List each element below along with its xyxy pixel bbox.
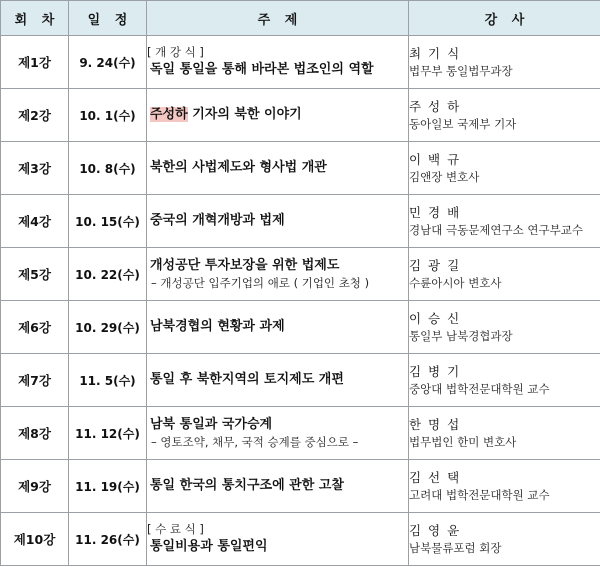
cell-date: 10. 8(수): [69, 142, 147, 195]
topic-subtitle: – 개성공단 입주기업의 애로 ( 기업인 초청 ): [151, 276, 370, 291]
lecturer-name: 이 승 신: [409, 311, 461, 327]
cell-date: 10. 22(수): [69, 248, 147, 301]
topic-title: 남북경협의 현황과 과제: [150, 318, 285, 334]
header-row: [1, 1, 600, 36]
cell-topic: [147, 354, 409, 407]
table-row: [1, 460, 600, 513]
lecturer-affiliation: 동아일보 국제부 기자: [409, 116, 517, 131]
table-row: [1, 407, 600, 460]
column-header-session: 회 차: [1, 1, 69, 36]
cell-date: 11. 26(수): [69, 513, 147, 566]
highlighted-text: 주성하: [150, 106, 188, 122]
cell-date: 10. 1(수): [69, 89, 147, 142]
cell-lecturer: [409, 89, 600, 142]
cell-lecturer: [409, 513, 600, 566]
table-row: [1, 301, 600, 354]
lecturer-name: 민 경 배: [409, 205, 461, 221]
cell-topic: [147, 407, 409, 460]
topic-title: 중국의 개혁개방과 법제: [150, 212, 285, 228]
column-header-lecturer: 강 사: [409, 1, 600, 36]
cell-session: 제9강: [1, 460, 69, 513]
lecturer-name: 한 명 섭: [409, 417, 461, 433]
lecturer-name: 김 광 길: [409, 258, 461, 274]
cell-session: 제8강: [1, 407, 69, 460]
table-row: [1, 354, 600, 407]
topic-title: 북한의 사법제도와 형사법 개관: [150, 159, 327, 175]
lecturer-affiliation: 김앤장 변호사: [409, 169, 480, 184]
table-body: [1, 36, 600, 566]
cell-lecturer: [409, 354, 600, 407]
cell-date: 9. 24(수): [69, 36, 147, 89]
cell-session: 제1강: [1, 36, 69, 89]
cell-session: 제5강: [1, 248, 69, 301]
cell-date: 11. 19(수): [69, 460, 147, 513]
topic-title: 통일 후 북한지역의 토지제도 개편: [150, 371, 344, 387]
lecturer-name: 주 성 하: [409, 99, 461, 115]
column-header-topic: 주 제: [147, 1, 409, 36]
table-row: [1, 195, 600, 248]
topic-title: 통일비용과 통일편익: [150, 538, 268, 554]
topic-subtitle: – 영토조약, 채무, 국적 승계를 중심으로 –: [151, 435, 359, 450]
cell-topic: [147, 460, 409, 513]
lecturer-name: 김 병 기: [409, 364, 461, 380]
cell-session: 제4강: [1, 195, 69, 248]
lecturer-affiliation: 법무법인 한미 변호사: [409, 434, 517, 449]
topic-title-rest: 기자의 북한 이야기: [187, 106, 302, 122]
cell-topic: [147, 195, 409, 248]
topic-title: 통일 한국의 통치구조에 관한 고찰: [150, 477, 344, 493]
cell-date: 10. 15(수): [69, 195, 147, 248]
lecturer-name: 이 백 규: [409, 152, 461, 168]
cell-session: 제3강: [1, 142, 69, 195]
cell-lecturer: [409, 301, 600, 354]
cell-lecturer: [409, 460, 600, 513]
cell-session: 제6강: [1, 301, 69, 354]
cell-topic: [147, 513, 409, 566]
lecturer-affiliation: 남북물류포럼 회장: [409, 540, 502, 555]
table-row: [1, 513, 600, 566]
cell-session: 제7강: [1, 354, 69, 407]
lecturer-affiliation: 중앙대 법학전문대학원 교수: [409, 381, 550, 396]
cell-topic: [147, 142, 409, 195]
lecturer-name: 김 영 윤: [409, 523, 461, 539]
cell-topic: [147, 36, 409, 89]
cell-session: 제10강: [1, 513, 69, 566]
cell-lecturer: [409, 407, 600, 460]
cell-date: 10. 29(수): [69, 301, 147, 354]
table-row: [1, 142, 600, 195]
cell-session: 제2강: [1, 89, 69, 142]
lecturer-affiliation: 고려대 법학전문대학원 교수: [409, 487, 550, 502]
cell-topic: [147, 248, 409, 301]
lecturer-name: 최 기 식: [409, 46, 461, 62]
table-row: [1, 36, 600, 89]
cell-date: 11. 12(수): [69, 407, 147, 460]
table-row: [1, 89, 600, 142]
lecturer-affiliation: 수륜아시아 변호사: [409, 275, 502, 290]
cell-lecturer: [409, 142, 600, 195]
cell-date: 11. 5(수): [69, 354, 147, 407]
table-header: [1, 1, 600, 36]
cell-lecturer: [409, 195, 600, 248]
lecturer-name: 김 선 택: [409, 470, 461, 486]
cell-lecturer: [409, 36, 600, 89]
topic-title: [147, 106, 408, 124]
cell-lecturer: [409, 248, 600, 301]
lecturer-affiliation: 통일부 남북경협과장: [409, 328, 513, 343]
table-row: [1, 248, 600, 301]
cell-topic: [147, 301, 409, 354]
topic-title: 독일 통일을 통해 바라본 법조인의 역할: [150, 61, 374, 77]
lecturer-affiliation: 경남대 극동문제연구소 연구부교수: [409, 222, 583, 237]
cell-topic: [147, 89, 409, 142]
lecturer-affiliation: 법무부 통일법무과장: [409, 63, 513, 78]
topic-title: 개성공단 투자보장을 위한 법제도: [150, 257, 340, 273]
column-header-date: 일 정: [69, 1, 147, 36]
topic-prefix: [ 개 강 식 ]: [147, 45, 204, 60]
topic-prefix: [ 수 료 식 ]: [147, 522, 204, 537]
topic-title: 남북 통일과 국가승계: [150, 416, 273, 432]
